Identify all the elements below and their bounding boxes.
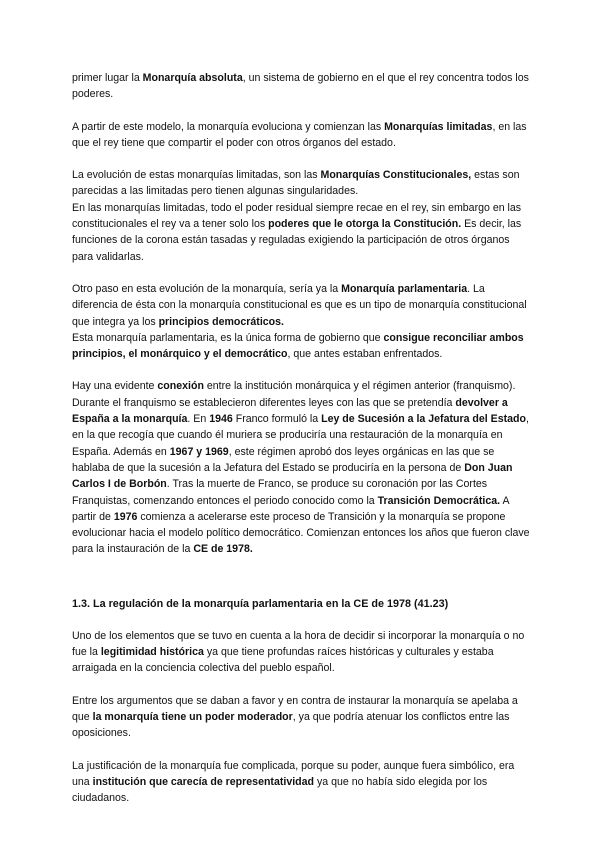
paragraph-monarquias-constitucionales: La evolución de estas monarquías limitadas, son las Monarquías Constitucionales, estas son parecidas a las limitadas pero tienen algunas singularidades. [72,169,520,198]
paragraph-poder-moderador: Entre los argumentos que se daban a favor y en contra de instaurar la monarquía se apelaba a que la monarquía tiene un poder moderador, ya que podría atenuar los conflictos entre las oposiciones. [72,694,518,740]
paragraph-monarquia-parlamentaria: Otro paso en esta evolución de la monarquía, sería ya la Monarquía parlamentaria. La diferencia de ésta con la monarquía constitucional es que es un tipo de monarquía constitucional que integra ya los principios democráticos. [72,282,527,328]
paragraph-representatividad: La justificación de la monarquía fue complicada, porque su poder, aunque fuera simbólico, era una institución que carecía de representatividad ya que no había sido elegida por los ciudadanos. [72,759,515,805]
paragraph-legitimidad-historica: Uno de los elementos que se tuvo en cuenta a la hora de decidir si incorporar la monarquía o no fue la legitimidad histórica ya que tiene profundas raíces históricas y culturales y estaba arraigada en la conciencia colectiva del pueblo español. [72,629,525,675]
paragraph-reconciliar-principios: Esta monarquía parlamentaria, es la única forma de gobierno que consigue reconciliar ambos principios, el monárquico y el democrático, que antes estaban enfrentados. [72,331,524,361]
section-heading: 1.3. La regulación de la monarquía parlamentaria en la CE de 1978 (41.23) [72,597,449,610]
paragraph-monarquias-limitadas: A partir de este modelo, la monarquía evoluciona y comienzan las Monarquías limitadas, en las que el rey tiene que compartir el poder con otros órganos del estado. [72,120,527,149]
paragraph-franquismo: Hay una evidente conexión entre la institución monárquica y el régimen anterior (franquismo). Durante el franquismo se establecieron diferentes leyes con las que se pretendía devolver a España a la monarquía. En 1946 Franco formuló la Ley de Sucesión a la Jefatura del Estado, en la que recogía que cuando él muriera se produciría una restauración de la monarquía en España. Además en 1967 y 1969, este régimen aprobó dos leyes orgánicas en las que se hablaba de que la sucesión a la Jefatura del Estado se produciría en la persona de Don Juan Carlos I de Borbón. Tras la muerte de Franco, se produce su coronación por las Cortes Franquistas, comenzando entonces el periodo conocido como la Transición Democrática. A partir de 1976 comienza a acelerarse este proceso de Transición y la monarquía se propone evolucionar hacia el modelo político democrático. Comienzan entonces los años que fueron clave para la instauración de la CE de 1978. [72,380,530,556]
paragraph-monarquia-absoluta: primer lugar la Monarquía absoluta, un sistema de gobierno en el que el rey concentra todos los poderes. [72,72,529,101]
paragraph-poder-residual: En las monarquías limitadas, todo el poder residual siempre recae en el rey, sin embargo en las constitucionales el rey va a tener solo los poderes que le otorga la Constitución. Es decir, las funciones de la corona están tasadas y reguladas exigiendo la participación de otros órganos para validarlas. [72,201,522,263]
